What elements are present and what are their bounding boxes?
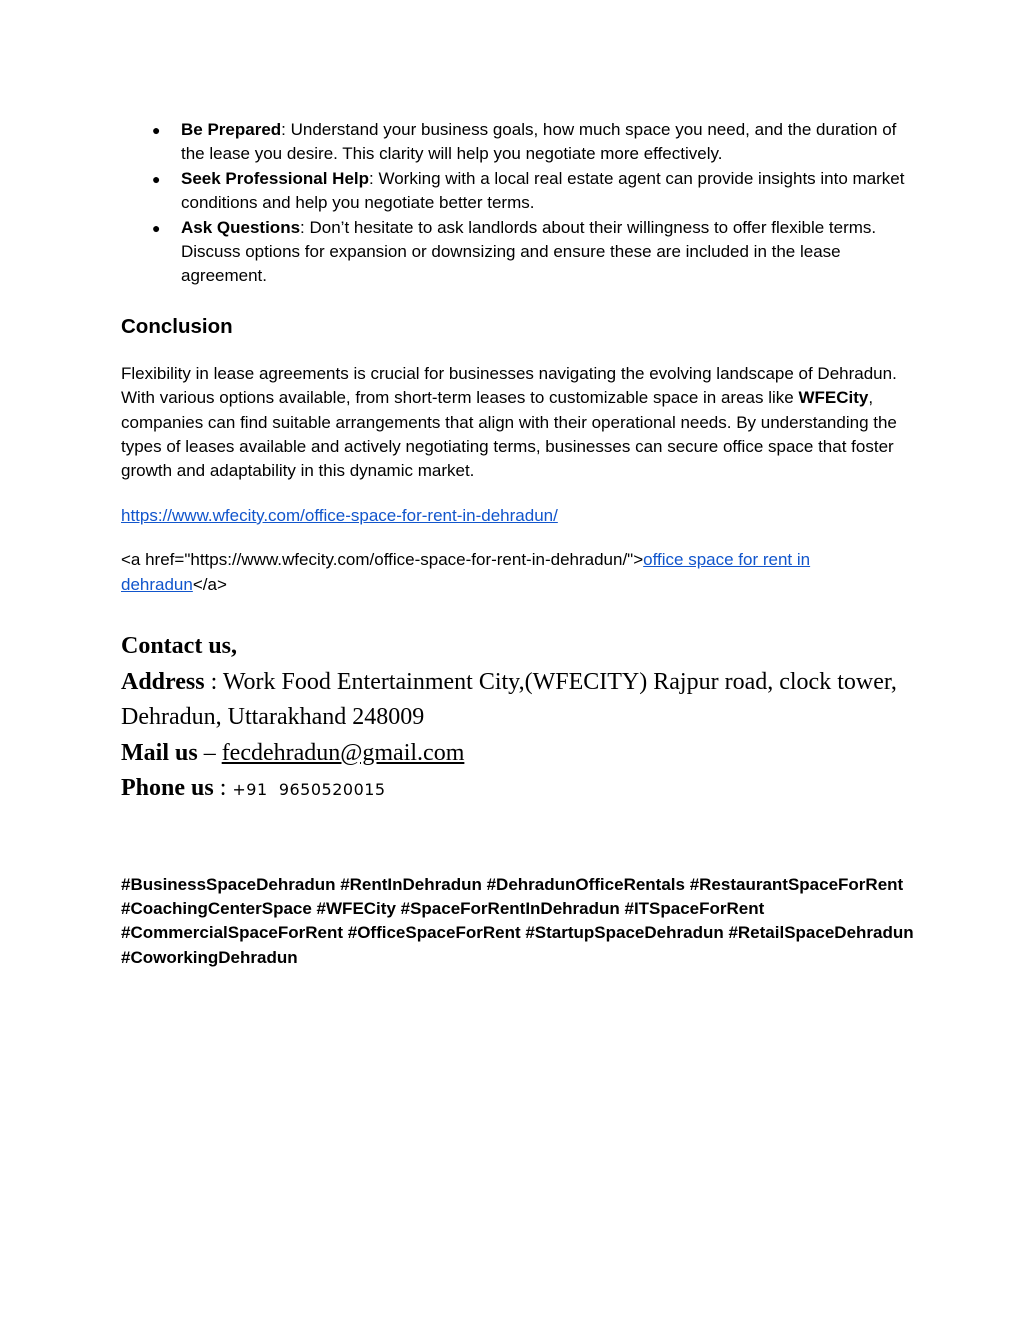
address-separator: : — [204, 668, 223, 695]
bullet-icon: ● — [152, 219, 161, 236]
list-item — [121, 167, 911, 216]
bullet-icon: ● — [152, 170, 161, 187]
list-item-title: Seek Professional Help — [181, 168, 370, 188]
list-item-text: : Understand your business goals, how much space you need, and the duration of the lease you desire. This clarity will help you negotiate more effectively. — [181, 120, 897, 164]
contact-heading — [121, 629, 911, 665]
bullet-icon: ● — [152, 122, 161, 138]
office-space-link[interactable]: office space for rent in dehradun — [121, 550, 811, 594]
mail-separator: – — [197, 739, 222, 766]
mail-line — [121, 736, 911, 772]
phone-label: Phone us — [121, 775, 214, 802]
phone-line — [121, 771, 911, 808]
phone-separator: : — [213, 775, 233, 802]
tips-list — [121, 118, 911, 289]
document-page — [121, 118, 914, 987]
email-link[interactable]: fecdehradun@gmail.com — [221, 739, 465, 766]
conclusion-text-start: Flexibility in lease agreements is crucial for businesses navigating the evolving landscape of Dehradun. With various options available, from short-term leases to customizable space in areas like — [121, 363, 897, 408]
address-label: Address — [121, 668, 205, 695]
address-line — [121, 665, 911, 736]
phone-value: +91 9650520015 — [232, 780, 386, 800]
anchor-code-prefix: <a href="https://www.wfecity.com/office-space-for-rent-in-dehradun/"> — [121, 550, 644, 570]
contact-block — [121, 629, 911, 808]
website-link[interactable]: https://www.wfecity.com/office-space-for-rent-in-dehradun/ — [121, 505, 558, 525]
conclusion-heading: Conclusion — [121, 314, 233, 338]
mail-label: Mail us — [121, 739, 198, 766]
list-item-title: Be Prepared — [181, 120, 282, 139]
list-item-text: : Working with a local real estate agent can provide insights into market conditions and help you negotiate better terms. — [181, 168, 905, 213]
conclusion-text-end: , companies can find suitable arrangements that align with their operational needs. By understanding the types of leases available and actively negotiating terms, businesses can secure office space that foster growth and adaptability in this dynamic market. — [121, 388, 897, 481]
list-item — [121, 216, 911, 289]
list-item-text: : Don’t hesitate to ask landlords about their willingness to offer flexible terms. Discuss options for expansion or downsizing and ensure these are included in the lease agreement. — [181, 217, 877, 286]
conclusion-paragraph — [121, 362, 911, 484]
url-paragraph — [121, 504, 911, 528]
list-item — [121, 118, 911, 167]
address-value: Work Food Entertainment City,(WFECITY) Rajpur road, clock tower, Dehradun, Uttarakhand 248009 — [121, 668, 897, 731]
contact-heading-text: Contact us, — [121, 633, 238, 660]
anchor-code-suffix: </a> — [192, 574, 227, 594]
anchor-code-paragraph — [121, 548, 911, 597]
conclusion-bold-term: WFECity — [798, 388, 869, 408]
list-item-title: Ask Questions — [181, 217, 301, 237]
hashtags-paragraph: #BusinessSpaceDehradun #RentInDehradun #DehradunOfficeRentals #RestaurantSpaceForRent #CoachingCenterSpace #WFECity #SpaceForRentInDehradun #ITSpaceForRent #CommercialSpaceForRent #OfficeSpaceForRent #StartupSpaceDehradun #RetailSpaceDehradun #CoworkingDehradun — [121, 874, 914, 967]
